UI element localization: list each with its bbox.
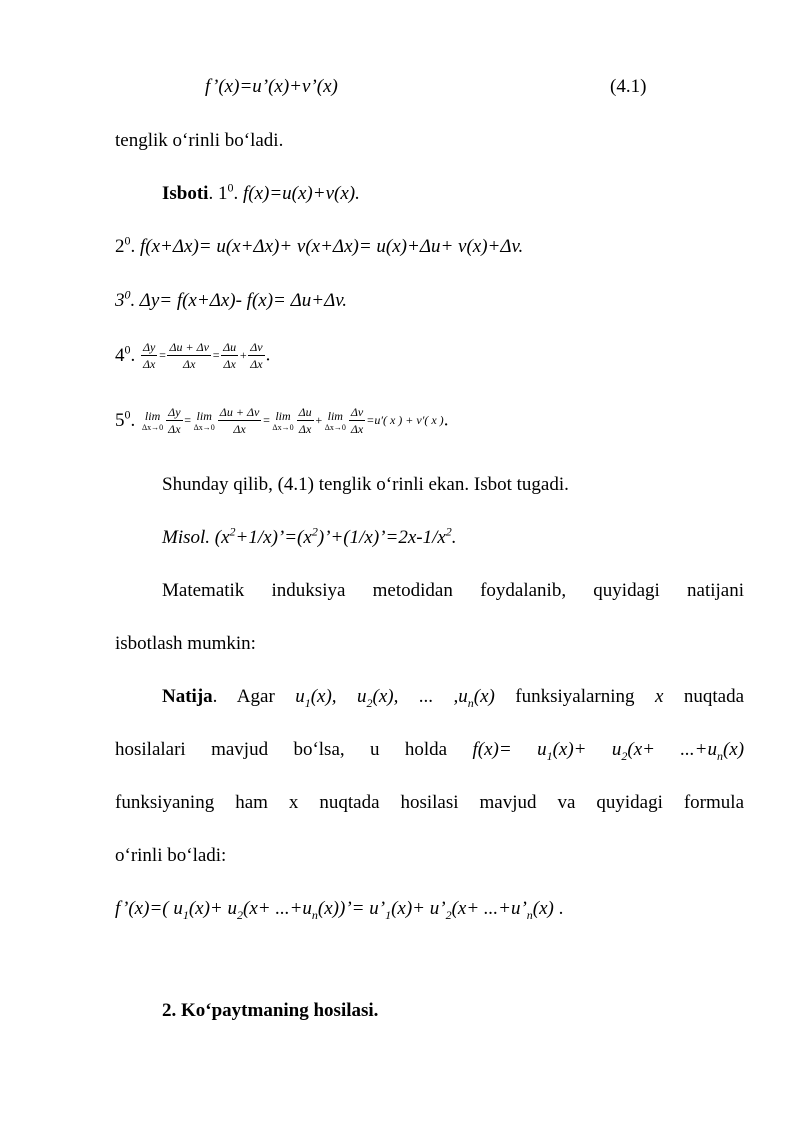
proof-conclusion: Shunday qilib, (4.1) tenglik o‘rinli ekan. Isbot tugadi.: [162, 474, 569, 495]
induction-paragraph-line-2: isbotlash mumkin:: [115, 633, 256, 654]
fraction: $\frac{\Delta u + \Delta v}{\Delta x}$: [169, 340, 209, 371]
proof-step-2-text: f(x+Δx)= u(x+Δx)+ v(x+Δx)= u(x)+Δu+ v(x)+Δv.: [140, 236, 524, 257]
result-line-3: funksiyaning ham x nuqtada hosilasi mavjud va quyidagi formula: [115, 792, 744, 813]
result-title: Natija: [162, 686, 213, 707]
equation-formula: f’(x)=u’(x)+v’(x): [205, 76, 338, 97]
paragraph-line: tenglik o‘rinli bo‘ladi.: [115, 130, 284, 151]
fraction: $\frac{\Delta y}{\Delta x}$: [143, 340, 156, 371]
fraction: $\frac{\Delta v}{\Delta x}$: [350, 405, 364, 436]
proof-step-4: $4^0$. $\frac{\Delta y}{\Delta x}$ = $\frac{\Delta u + \Delta v}{\Delta x}$ = $\frac{\Delta u}{\Delta x}$ + $\frac{\Delta v}{\Delta x}$ .: [115, 340, 271, 371]
example: Misol. $(x^2+1/x)’=(x^2)’+(1/x)’=2x-1/x^2$.: [162, 524, 457, 548]
proof-step-2: $2^0$. f(x+Δx)= u(x+Δx)+ v(x+Δx)= u(x)+Δu+ v(x)+Δv.: [115, 233, 524, 257]
result-line-2: hosilalari mavjud bo‘lsa, u holda $f(x)= u_1(x)+ u_2(x+ ...+u_n(x)$: [115, 739, 745, 763]
fraction: $\frac{\Delta u}{\Delta x}$: [223, 340, 237, 371]
section-heading: 2. Ko‘paytmaning hosilasi.: [162, 1000, 379, 1021]
proof-step-5: $5^0$. lim Δx→0 $\frac{\Delta y}{\Delta x}$ = lim Δx→0 $\frac{\Delta u + \Delta v}{\Delta x}$ = lim Δx→0 $\frac{\Delta u}{\Delta x}$ + lim Δx→0 $\frac{\Delta v}{\Delta x}$ =u′( x ) + v′( x ).: [115, 405, 449, 436]
limit-result: =u′( x ) + v′( x ): [366, 413, 444, 427]
induction-paragraph-line-1: Matematik induksiya metodidan foydalanib, quyidagi natijani: [162, 580, 744, 601]
equation-number: (4.1): [610, 76, 647, 97]
proof-step-3: $3^0$. Δy= f(x+Δx)- f(x)= Δu+Δv.: [115, 287, 348, 311]
fraction: $\frac{\Delta u}{\Delta x}$: [298, 405, 312, 436]
example-label: Misol: [162, 527, 206, 548]
proof-step-3-text: Δy= f(x+Δx)- f(x)= Δu+Δv.: [139, 290, 348, 311]
fraction: $\frac{\Delta v}{\Delta x}$: [250, 340, 263, 371]
limit: lim Δx→0: [324, 408, 346, 432]
result-line-4: o‘rinli bo‘ladi:: [115, 845, 227, 866]
general-formula: f’(x)=( $u_1(x)+ u_2(x+$ $...+u_n(x))’=$ $u’_1(x)+$ $u’_2(x+$ $...+u’_n(x)$ .: [115, 898, 564, 922]
fraction: $\frac{\Delta y}{\Delta x}$: [168, 405, 181, 436]
proof-step-1-text: f(x)=u(x)+v(x).: [242, 183, 360, 204]
fraction: $\frac{\Delta u + \Delta v}{\Delta x}$: [219, 405, 260, 436]
limit: lim Δx→0: [193, 408, 215, 432]
equation-4-1: [205, 76, 655, 98]
result-line-1: Natija. Agar $u_1(x)$, $u_2(x)$, ... $,u_n(x)$ funksiyalarning x nuqtada: [162, 686, 745, 710]
limit: lim Δx→0: [142, 408, 164, 432]
proof-title: Isboti: [162, 183, 209, 204]
limit: lim Δx→0: [272, 408, 294, 432]
proof-step-1: Isboti. $1^0$. f(x)=u(x)+v(x).: [162, 180, 360, 204]
